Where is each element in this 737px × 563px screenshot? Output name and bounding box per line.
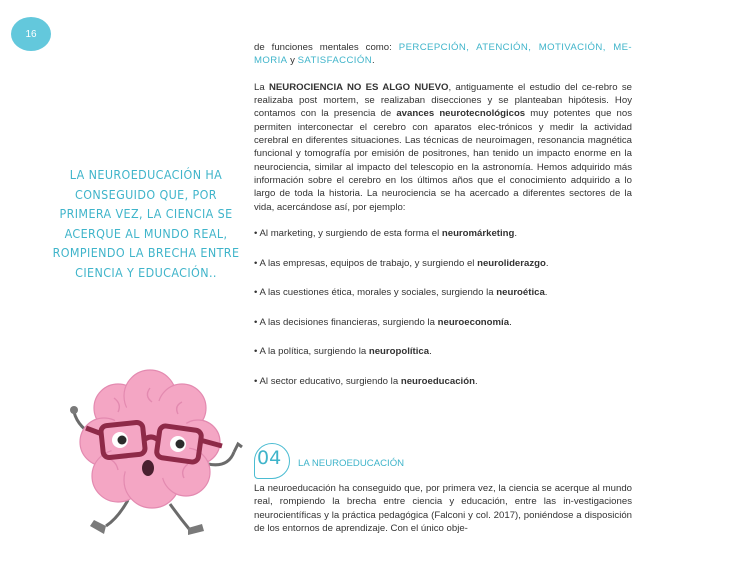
body-bold-2: avances neurotecnológicos bbox=[396, 108, 526, 120]
intro-conjunction: y bbox=[287, 55, 298, 67]
list-item bbox=[254, 257, 632, 270]
intro-end: . bbox=[372, 55, 375, 67]
list-item-text: • A la política, surgiendo la bbox=[254, 346, 369, 358]
section-title: LA NEUROEDUCACIÓN bbox=[298, 457, 405, 469]
body-text-3: muy potentes que nos permiten interconectar el cerebro con aparatos elec-trónicos y medir la actividad cerebral en diferentes situaciones. Las técnicas de neuroimagen, resonancia magnética funcional y tomografía por emisión de positrones, han tenido un impacto enorme en la neurociencia, similar al impacto del telescopio en la astronomía. Hemos adquirido más información sobre el cerebro en los últimos años que el conocimiento adquirido a lo largo de toda la historia. La neurociencia se ha acercado a diferentes sectores de la vida, acercándose así, por ejemplo: bbox=[254, 108, 632, 213]
section-body: La neuroeducación ha conseguido que, por primera vez, la ciencia se acerque al mundo real, rompiendo la brecha entre ciencia y educación, entre las in-vestigaciones neurocientíficas y la práctica pedagógica (Falconi y col. 2017), poniéndose a disposición de los entornos de aprendizaje. Con el único obje- bbox=[254, 483, 632, 534]
list-item bbox=[254, 286, 632, 299]
list-item bbox=[254, 227, 632, 240]
list-item-term: neuropolítica bbox=[368, 346, 430, 358]
page-number-badge bbox=[11, 17, 51, 51]
list-item-term: neuroeconomía bbox=[437, 316, 510, 328]
list-item-text: • Al marketing, y surgiendo de esta forma el bbox=[254, 228, 442, 240]
list-item-term: neuromárketing bbox=[441, 228, 515, 240]
list-item-end: . bbox=[509, 316, 512, 328]
section-heading bbox=[254, 443, 554, 479]
page-number: 16 bbox=[25, 28, 37, 40]
list-item-term: neuroliderazgo bbox=[477, 257, 546, 269]
list-item-end: . bbox=[474, 375, 478, 387]
list-item-end: . bbox=[545, 257, 549, 269]
intro-paragraph bbox=[254, 41, 632, 68]
body-text-2: , antiguamente el estudio del ce-rebro se realizaba post mortem, se realizaban disecciones y se planteaban hipótesis. Hoy contamos con la presencia de bbox=[254, 81, 633, 120]
list-item-term: neuroética bbox=[496, 287, 545, 299]
list-item-text: • Al sector educativo, surgiendo la bbox=[254, 375, 401, 387]
pull-quote: LA NEUROEDUCACIÓN HA CONSEGUIDO QUE, POR PRIMERA VEZ, LA CIENCIA SE ACERQUE AL MUNDO REAL, ROMPIENDO LA BRECHA ENTRE CIENCIA Y EDUCACIÓN.. bbox=[52, 167, 240, 280]
intro-terms-highlight-2: SATISFACCIÓN bbox=[297, 55, 373, 67]
list-item-text: • A las empresas, equipos de trabajo, y surgiendo el bbox=[254, 257, 478, 269]
body-bold-1: NEUROCIENCIA NO ES ALGO NUEVO bbox=[268, 81, 449, 93]
list-item-term: neuroeducación bbox=[400, 375, 475, 387]
intro-lead: de funciones mentales como: bbox=[254, 42, 399, 53]
list-item bbox=[254, 316, 632, 329]
main-text-column bbox=[254, 41, 632, 404]
section-number: 04 bbox=[257, 447, 282, 469]
list-item bbox=[254, 345, 632, 358]
list-item bbox=[254, 375, 632, 388]
list-item-end: . bbox=[544, 287, 548, 299]
intro-terms-highlight-1: PERCEPCIÓN, ATENCIÓN, MOTIVACIÓN, ME-MORIA bbox=[254, 42, 632, 67]
body-text-1: La bbox=[254, 81, 269, 93]
brain-mascot-illustration bbox=[58, 368, 248, 548]
list-item-end: . bbox=[514, 228, 518, 240]
list-item-text: • A las cuestiones ética, morales y sociales, surgiendo la bbox=[254, 287, 497, 299]
list-item-end: . bbox=[429, 346, 432, 358]
list-item-text: • A las decisiones financieras, surgiendo la bbox=[254, 316, 438, 328]
body-paragraph bbox=[254, 81, 632, 214]
section-number-bubble bbox=[254, 443, 290, 479]
